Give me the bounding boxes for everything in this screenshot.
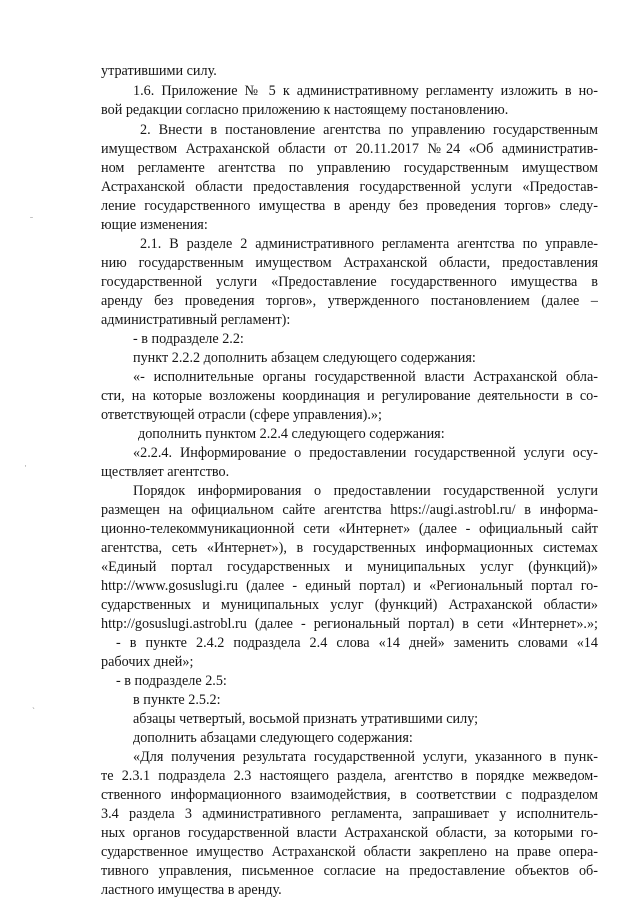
text-line: 2. Внести в постановление агентства по управлению государственным <box>140 122 598 138</box>
text-line: - в пункте 2.4.2 подраздела 2.4 слова «14 дней» заменить словами «14 <box>116 635 598 651</box>
scan-speck: ˗ <box>30 211 33 221</box>
text-line: http://gosuslugi.astrobl.ru (далее - региональный портал) в сети «Интернет».»; <box>101 616 598 632</box>
text-line: 3.4 раздела 3 административного регламента, запрашивает у исполнитель- <box>101 806 598 822</box>
text-line: тивного управления, письменное согласие на предоставление объектов об- <box>101 863 598 879</box>
text-line: 2.1. В разделе 2 административного регламента агентства по управле- <box>140 236 598 252</box>
text-line: нию государственным имуществом Астраханской области, предоставления <box>101 255 598 271</box>
text-line: - в подразделе 2.5: <box>116 673 227 689</box>
text-line: дополнить пунктом 2.2.4 следующего содержания: <box>138 426 445 442</box>
text-line: «Для получения результата государственной услуги, указанного в пунк- <box>133 749 598 765</box>
text-line: ственного информационного взаимодействия, в соответствии с подразделом <box>101 787 598 803</box>
text-line: абзацы четвертый, восьмой признать утратившими силу; <box>133 711 479 727</box>
text-line: http://www.gosuslugi.ru (далее - единый портал) и «Региональный портал го- <box>101 578 598 594</box>
text-line: сударственное имущество Астраханской области закреплено на праве опера- <box>101 844 598 860</box>
text-line: ответствующей отрасли (сфере управления).»; <box>101 407 382 423</box>
text-line: рабочих дней»; <box>101 654 194 670</box>
text-line: аренду без проведения торгов», утвержденного постановлением (далее – <box>101 293 598 309</box>
text-line: ющие изменения: <box>101 217 208 233</box>
text-line: агентства, сеть «Интернет»), в государственных информационных системах <box>101 540 598 556</box>
text-line: ластного имущества в аренду. <box>101 882 282 898</box>
text-line: пункт 2.2.2 дополнить абзацем следующего содержания: <box>133 350 476 366</box>
text-line: ном регламенте агентства по управлению государственным имуществом <box>101 160 598 176</box>
text-line: 1.6. Приложение № 5 к административному регламенту изложить в но- <box>133 83 598 99</box>
text-line: имуществом Астраханской области от 20.11.2017 №24 «Об административ- <box>101 141 598 157</box>
text-line: «2.2.4. Информирование о предоставлении государственной услуги осу- <box>133 445 598 461</box>
text-line: вой редакции согласно приложению к настоящему постановлению. <box>101 102 509 118</box>
text-line: ных органов государственной власти Астраханской области, за которыми го- <box>101 825 598 841</box>
text-line: - в подразделе 2.2: <box>133 331 244 347</box>
scan-speck: ˎ <box>32 699 35 709</box>
scan-speck: · <box>24 461 27 471</box>
text-line: ление государственного имущества в аренду без проведения торгов» следу- <box>101 198 598 214</box>
text-line: ществляет агентство. <box>101 464 230 480</box>
text-line: Порядок информирования о предоставлении государственной услуги <box>133 483 598 499</box>
text-line: Астраханской области предоставления государственной услуги «Предостав- <box>101 179 598 195</box>
text-line: государственной услуги «Предоставление государственного имущества в <box>101 274 598 290</box>
text-line: утратившими силу. <box>101 63 217 79</box>
text-line: дополнить абзацами следующего содержания: <box>133 730 413 746</box>
text-line: сударственных и муниципальных услуг (функций) Астраханской области» <box>101 597 598 613</box>
text-line: в пункте 2.5.2: <box>133 692 221 708</box>
text-line: ционно-телекоммуникационной сети «Интернет» (далее - официальный сайт <box>101 521 598 537</box>
text-line: «- исполнительные органы государственной власти Астраханской обла- <box>133 369 598 385</box>
text-line: административный регламент): <box>101 312 291 328</box>
text-line: размещен на официальном сайте агентства https://augi.astrobl.ru/ в информа- <box>101 502 598 518</box>
text-line: те 2.3.1 подраздела 2.3 настоящего раздела, агентство в порядке межведом- <box>101 768 598 784</box>
text-line: «Единый портал государственных и муниципальных услуг (функций)» <box>101 559 598 575</box>
text-line: сти, на которые возложены координация и регулирование деятельности в со- <box>101 388 598 404</box>
